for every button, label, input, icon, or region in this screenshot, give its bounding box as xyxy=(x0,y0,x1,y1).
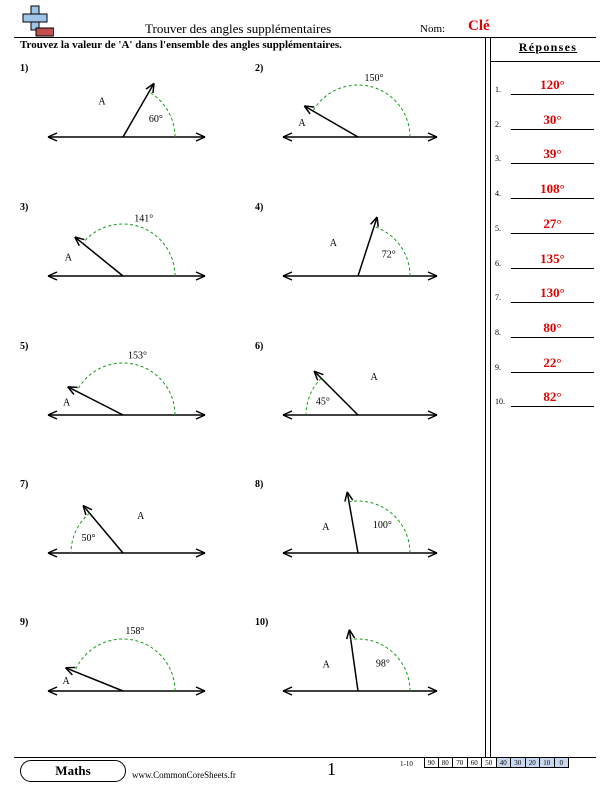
unknown-angle-label: A xyxy=(64,252,72,264)
score-cell: 0 xyxy=(555,757,570,768)
angle-arc xyxy=(83,224,175,276)
problem-number: 7) xyxy=(20,479,29,490)
instructions: Trouvez la valeur de 'A' dans l'ensemble des angles supplémentaires. xyxy=(20,39,342,51)
problem-number: 8) xyxy=(255,479,264,490)
problem-number: 10) xyxy=(255,617,269,628)
problem-number: 5) xyxy=(20,341,29,352)
answer-value: 82° xyxy=(543,389,562,405)
website-text: www.CommonCoreSheets.fr xyxy=(132,770,236,780)
name-value: Clé xyxy=(468,18,490,34)
answer-number: 8. xyxy=(495,327,501,337)
score-cell: 90 xyxy=(424,757,439,768)
given-angle-label: 72° xyxy=(381,249,396,261)
answer-number: 6. xyxy=(495,258,501,268)
ray xyxy=(123,83,154,137)
angle-arc xyxy=(313,85,410,137)
answer-value: 39° xyxy=(543,146,562,162)
ray xyxy=(75,237,123,276)
score-cell: 70 xyxy=(453,757,468,768)
given-angle-label: 60° xyxy=(148,114,163,125)
unknown-angle-label: A xyxy=(322,522,330,534)
unknown-angle-label: A xyxy=(298,117,306,129)
unknown-angle-label: A xyxy=(62,675,70,687)
score-table xyxy=(424,757,569,768)
given-angle-label: 158° xyxy=(125,626,145,638)
score-cell: 20 xyxy=(526,757,541,768)
answer-value: 30° xyxy=(543,111,562,127)
answer-number: 3. xyxy=(495,154,501,164)
answer-number: 4. xyxy=(495,189,501,199)
answer-number: 9. xyxy=(495,362,501,372)
ray xyxy=(304,106,358,137)
given-angle-label: 150° xyxy=(364,73,384,85)
score-cell: 60 xyxy=(468,757,483,768)
problem-number: 4) xyxy=(255,202,264,213)
answer-number: 10. xyxy=(495,397,505,407)
given-angle-label: 100° xyxy=(372,519,392,531)
problem-number: 3) xyxy=(20,202,29,213)
score-cell: 10 xyxy=(540,757,555,768)
given-angle-label: 98° xyxy=(375,658,390,670)
maths-badge: Maths xyxy=(20,760,126,782)
score-cell: 50 xyxy=(482,757,497,768)
problem-number: 1) xyxy=(20,63,29,74)
ray xyxy=(358,217,377,276)
name-label: Nom: xyxy=(420,23,446,35)
unknown-angle-label: A xyxy=(322,659,330,671)
unknown-angle-label: A xyxy=(98,96,106,108)
answer-value: 22° xyxy=(543,354,562,370)
answer-value: 27° xyxy=(543,215,562,231)
given-angle-label: 50° xyxy=(81,532,96,544)
given-angle-label: 141° xyxy=(134,213,154,225)
problem-number: 9) xyxy=(20,617,29,628)
score-cell: 80 xyxy=(439,757,454,768)
unknown-angle-label: A xyxy=(62,397,71,409)
score-label: 1-10 xyxy=(400,760,413,768)
problem-number: 2) xyxy=(255,63,264,74)
unknown-angle-label: A xyxy=(137,510,145,522)
answer-number: 2. xyxy=(495,119,501,129)
answer-value: 135° xyxy=(540,250,565,266)
ray xyxy=(83,506,123,553)
unknown-angle-label: A xyxy=(329,238,337,250)
score-cell: 40 xyxy=(497,757,512,768)
ray xyxy=(314,371,358,415)
answer-number: 1. xyxy=(495,85,501,94)
score-cell: 30 xyxy=(511,757,526,768)
answer-value: 108° xyxy=(540,181,565,197)
given-angle-label: 45° xyxy=(315,396,330,408)
given-angle-label: 153° xyxy=(127,350,147,362)
angle-arc xyxy=(77,363,175,415)
page-title: Trouver des angles supplémentaires xyxy=(145,21,332,36)
ray xyxy=(68,387,123,415)
problem-number: 6) xyxy=(255,341,264,352)
answer-number: 7. xyxy=(495,293,501,303)
answer-value: 130° xyxy=(540,285,565,301)
answer-number: 5. xyxy=(495,223,501,233)
angle-arc xyxy=(75,639,175,691)
page-number: 1 xyxy=(327,759,336,779)
answer-value: 80° xyxy=(543,319,562,335)
ray xyxy=(66,668,123,691)
answer-value: 120° xyxy=(540,77,565,92)
answers-title: Réponses xyxy=(518,40,578,54)
unknown-angle-label: A xyxy=(370,372,378,384)
